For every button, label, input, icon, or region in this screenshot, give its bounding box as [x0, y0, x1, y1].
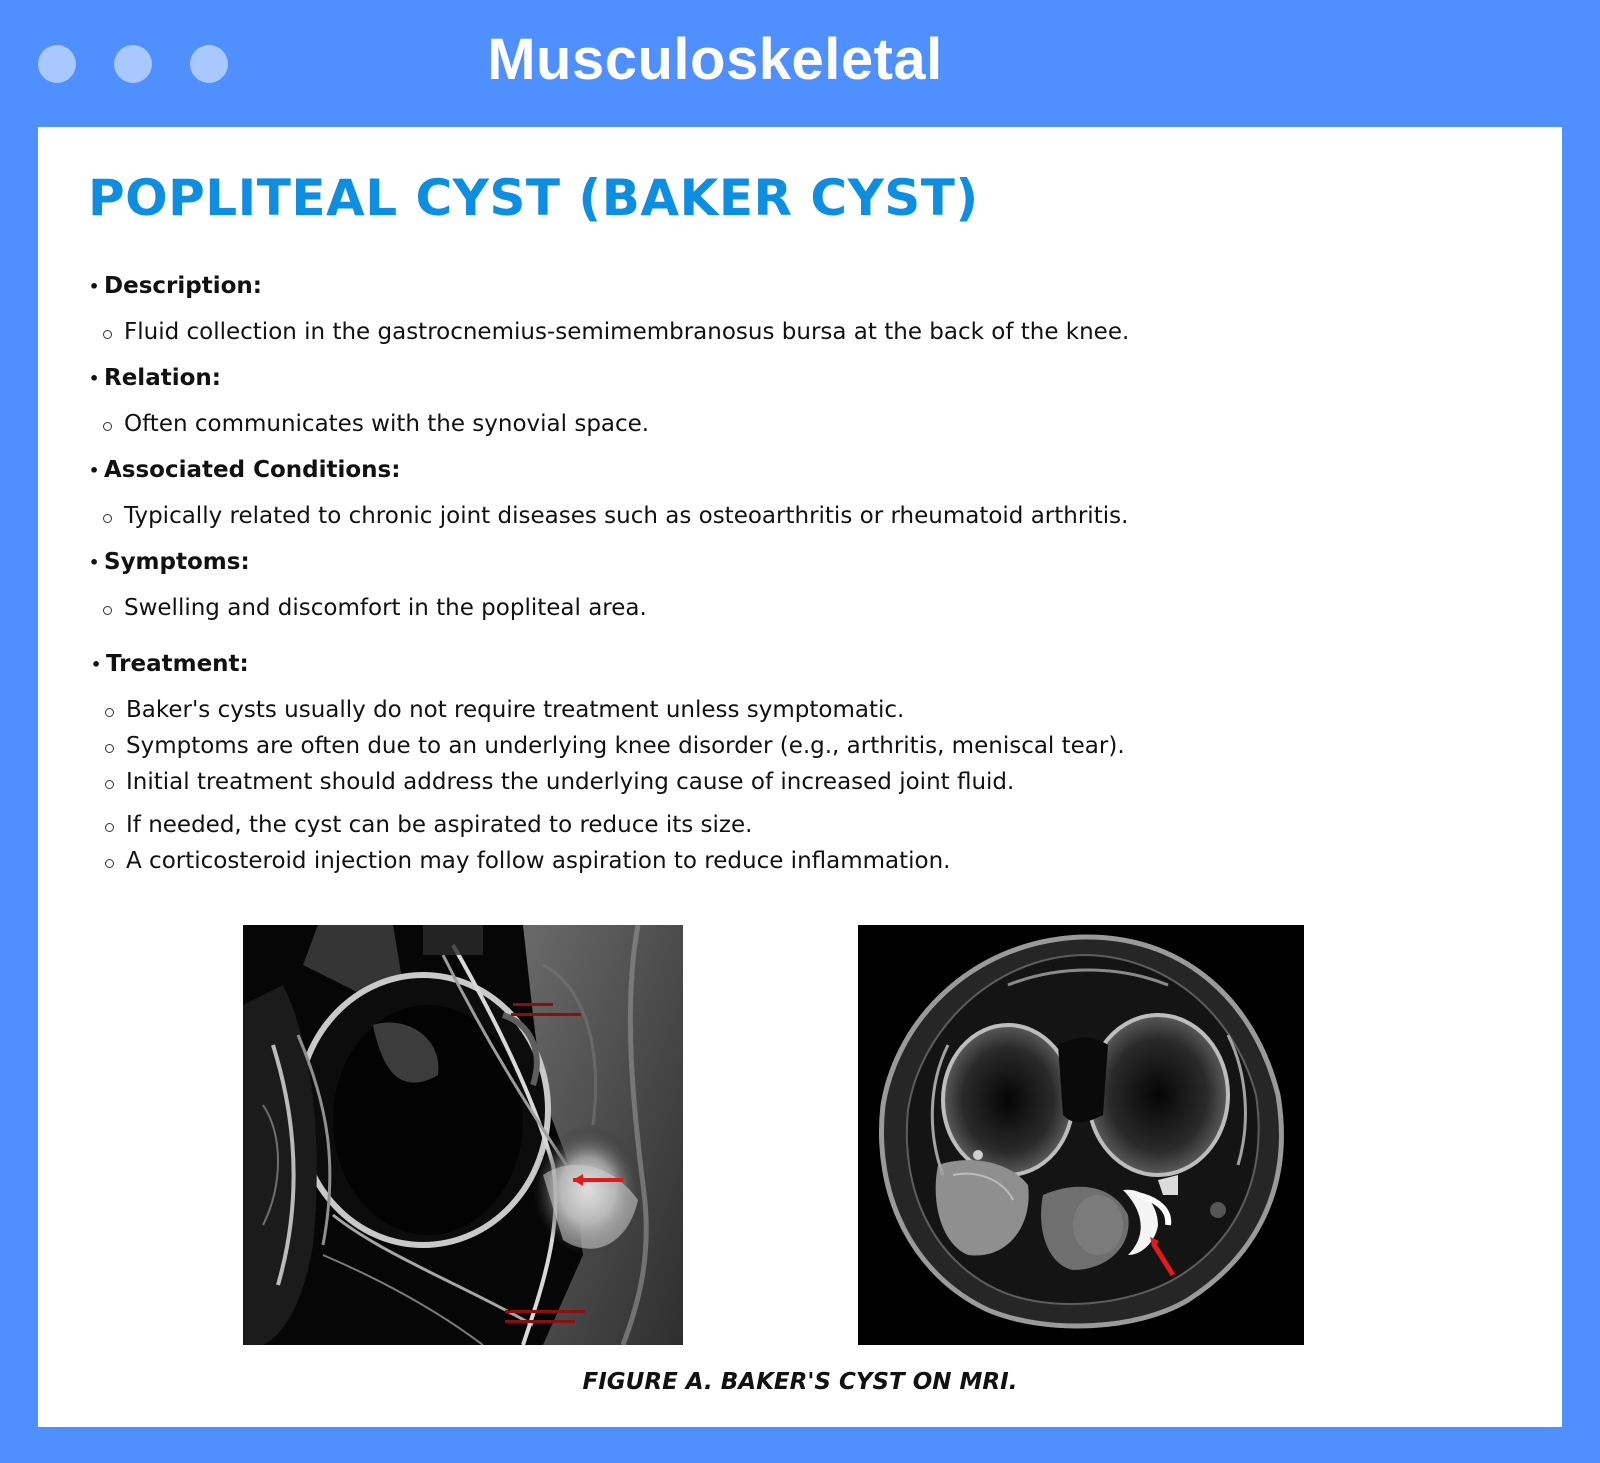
circle-bullet-icon — [105, 708, 114, 717]
content-panel — [38, 127, 1562, 1427]
treatment-item — [126, 848, 951, 874]
circle-bullet-icon — [103, 514, 112, 523]
treatment-text: If needed, the cyst can be aspirated to reduce its size. — [126, 812, 753, 838]
section-title-treatment: • Treatment: — [106, 651, 249, 677]
symptoms-text: Swelling and discomfort in the popliteal area. — [124, 595, 647, 621]
figure-caption: FIGURE A. BAKER'S CYST ON MRI. — [582, 1369, 1018, 1395]
circle-bullet-icon — [103, 606, 112, 615]
circle-bullet-icon — [105, 744, 114, 753]
window-titlebar — [0, 0, 1600, 127]
axial-mri-image — [858, 925, 1304, 1345]
page-heading: POPLITEAL CYST (BAKER CYST) — [88, 169, 979, 227]
treatment-text: Initial treatment should address the underlying cause of increased joint fluid. — [126, 769, 1015, 795]
circle-bullet-icon — [103, 422, 112, 431]
treatment-text: A corticosteroid injection may follow aspiration to reduce inflammation. — [126, 848, 951, 874]
relation-item — [124, 411, 649, 437]
section-title-relation: • Relation: — [104, 365, 221, 391]
section-title-associated-conditions: • Associated Conditions: — [104, 457, 400, 483]
circle-bullet-icon — [105, 780, 114, 789]
treatment-item — [126, 697, 904, 723]
associated-conditions-text: Typically related to chronic joint diseases such as osteoarthritis or rheumatoid arthritis. — [124, 503, 1129, 529]
section-title-description: • Description: — [104, 273, 262, 299]
treatment-text: Symptoms are often due to an underlying knee disorder (e.g., arthritis, meniscal tear). — [126, 733, 1125, 759]
treatment-item — [126, 769, 1014, 795]
sagittal-mri-image — [243, 925, 683, 1345]
description-text: Fluid collection in the gastrocnemius-semimembranosus bursa at the back of the knee. — [124, 319, 1130, 345]
treatment-item — [126, 733, 1125, 759]
section-title-symptoms: • Symptoms: — [104, 549, 250, 575]
relation-text: Often communicates with the synovial space. — [124, 411, 650, 437]
treatment-text: Baker's cysts usually do not require treatment unless symptomatic. — [126, 697, 905, 723]
symptoms-item — [124, 595, 647, 621]
associated-conditions-item — [124, 503, 1128, 529]
window-title: Musculoskeletal — [487, 27, 943, 92]
treatment-item — [126, 812, 752, 838]
circle-bullet-icon — [103, 330, 112, 339]
circle-bullet-icon — [105, 859, 114, 868]
circle-bullet-icon — [105, 823, 114, 832]
description-item — [124, 319, 1129, 345]
